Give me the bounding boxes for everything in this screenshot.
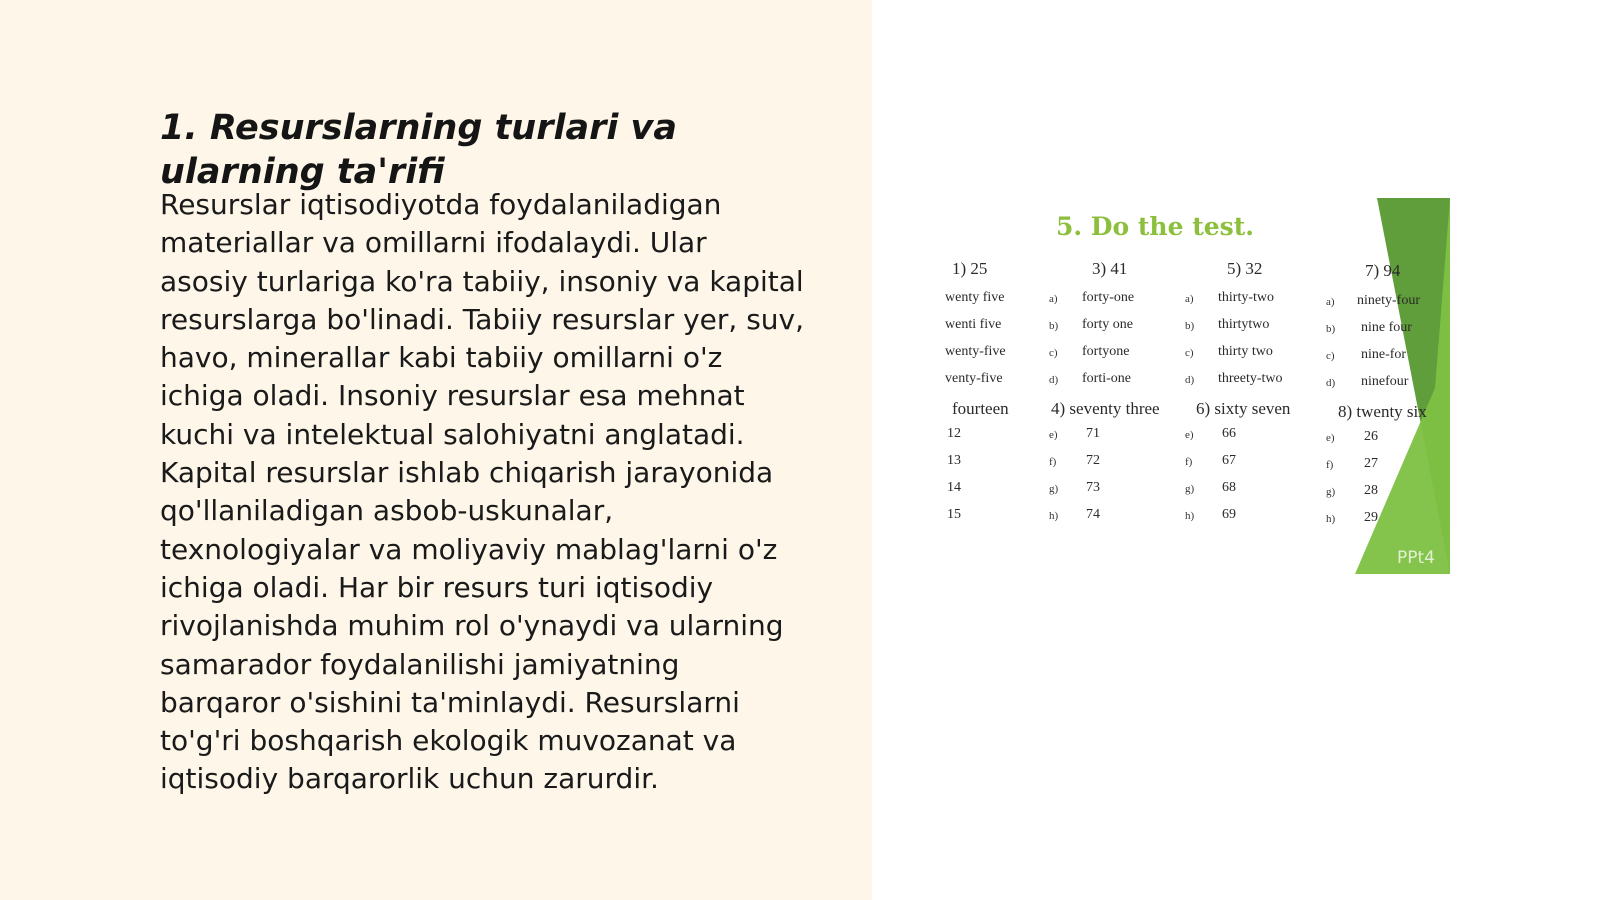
- body-line: havo, minerallar kabi tabiiy omillarni o'z: [160, 341, 723, 375]
- worksheet-title: 5. Do the test.: [1056, 212, 1254, 241]
- body-line: resurslarga bo'linadi. Tabiiy resurslar yer, suv,: [160, 302, 805, 336]
- answer-option: 74: [1086, 507, 1100, 522]
- body-line: samarador foydalanilishi jamiyatning: [160, 647, 680, 681]
- body-line: ichiga oladi. Har bir resurs turi iqtisodiy: [160, 570, 714, 604]
- option-letter: b): [1049, 320, 1059, 332]
- body-line: ichiga oladi. Insoniy resurslar esa mehnat: [160, 379, 745, 413]
- option-letter: f): [1326, 459, 1334, 471]
- body-line: qo'llaniladigan asbob-uskunalar,: [160, 494, 614, 528]
- option-letter: g): [1049, 483, 1059, 495]
- answer-option: forty one: [1082, 317, 1133, 332]
- option-letter: d): [1049, 374, 1059, 386]
- option-letter: h): [1326, 513, 1336, 525]
- answer-option: ninety-four: [1357, 293, 1420, 308]
- option-letter: b): [1185, 320, 1195, 332]
- question-header: 7) 94: [1365, 261, 1401, 280]
- body-line: materiallar va omillarni ifodalaydi. Ular: [160, 226, 707, 260]
- option-letter: d): [1185, 374, 1195, 386]
- option-letter: f): [1185, 456, 1193, 468]
- answer-option: 29: [1364, 510, 1378, 525]
- body-line: texnologiyalar va moliyaviy mablag'larni o'z: [160, 532, 778, 566]
- option-letter: a): [1185, 293, 1194, 305]
- body-line: rivojlanishda muhim rol o'ynaydi va ularning: [160, 609, 784, 643]
- body-line: kuchi va intelektual salohiyatni anglatadi.: [160, 417, 745, 451]
- answer-option: ninefour: [1361, 374, 1409, 389]
- option-letter: c): [1326, 350, 1335, 362]
- option-letter: g): [1185, 483, 1195, 495]
- question-header: 3) 41: [1092, 259, 1128, 278]
- body-line: to'g'ri boshqarish ekologik muvozanat va: [160, 724, 737, 758]
- brand-watermark: PPt4: [1397, 548, 1435, 568]
- answer-option: thirty two: [1218, 344, 1273, 359]
- answer-option: nine-for: [1361, 347, 1407, 362]
- answer-option: 26: [1364, 429, 1378, 444]
- option-letter: f): [1049, 456, 1057, 468]
- question-header: 6) sixty seven: [1196, 399, 1291, 418]
- question-header: 4) seventy three: [1051, 399, 1160, 418]
- answer-option: 69: [1222, 507, 1236, 522]
- option-letter: b): [1326, 323, 1336, 335]
- answer-option: thirtytwo: [1218, 317, 1270, 332]
- answer-option: 15: [947, 507, 961, 522]
- answer-option: 71: [1086, 426, 1100, 441]
- body-line: asosiy turlariga ko'ra tabiiy, insoniy va kapital: [160, 264, 804, 298]
- answer-option: 14: [947, 480, 961, 495]
- question-header: 1) 25: [952, 259, 988, 278]
- answer-option: 67: [1222, 453, 1236, 468]
- body-line: iqtisodiy barqarorlik uchun zarurdir.: [160, 762, 659, 796]
- option-letter: c): [1049, 347, 1058, 359]
- answer-option: forti-one: [1082, 371, 1131, 386]
- option-letter: g): [1326, 486, 1336, 498]
- answer-option: nine four: [1361, 320, 1412, 335]
- slide-title: 1. Resurslarning turlari va ularning ta'rifi: [160, 108, 677, 192]
- answer-option: 12: [947, 426, 961, 441]
- answer-option: wenty-five: [945, 344, 1006, 359]
- option-letter: e): [1049, 429, 1058, 441]
- body-line: barqaror o'sishini ta'minlaydi. Resurslarni: [160, 685, 740, 719]
- option-letter: d): [1326, 377, 1336, 389]
- answer-option: forty-one: [1082, 290, 1135, 305]
- answer-option: threety-two: [1218, 371, 1283, 386]
- answer-option: fortyone: [1082, 344, 1130, 359]
- question-header: 5) 32: [1227, 259, 1263, 278]
- question-header: 8) twenty six: [1338, 402, 1427, 421]
- question-header: fourteen: [952, 399, 1009, 418]
- option-letter: a): [1326, 296, 1335, 308]
- option-letter: c): [1185, 347, 1194, 359]
- answer-option: 73: [1086, 480, 1100, 495]
- worksheet-image: [945, 198, 1450, 574]
- answer-option: venty-five: [945, 371, 1003, 386]
- option-letter: a): [1049, 293, 1058, 305]
- answer-option: wenty five: [945, 290, 1005, 305]
- answer-option: 13: [947, 453, 961, 468]
- answer-option: 27: [1364, 456, 1378, 471]
- option-letter: e): [1185, 429, 1194, 441]
- body-line: Kapital resurslar ishlab chiqarish jarayonida: [160, 456, 774, 490]
- option-letter: h): [1049, 510, 1059, 522]
- answer-option: thirty-two: [1218, 290, 1274, 305]
- answer-option: 72: [1086, 453, 1100, 468]
- answer-option: wenti five: [945, 317, 1002, 332]
- option-letter: e): [1326, 432, 1335, 444]
- answer-option: 66: [1222, 426, 1236, 441]
- body-line: Resurslar iqtisodiyotda foydalaniladigan: [160, 188, 722, 221]
- option-letter: h): [1185, 510, 1195, 522]
- answer-option: 68: [1222, 480, 1236, 495]
- answer-option: 28: [1364, 483, 1378, 498]
- slide-body-text: [160, 186, 850, 799]
